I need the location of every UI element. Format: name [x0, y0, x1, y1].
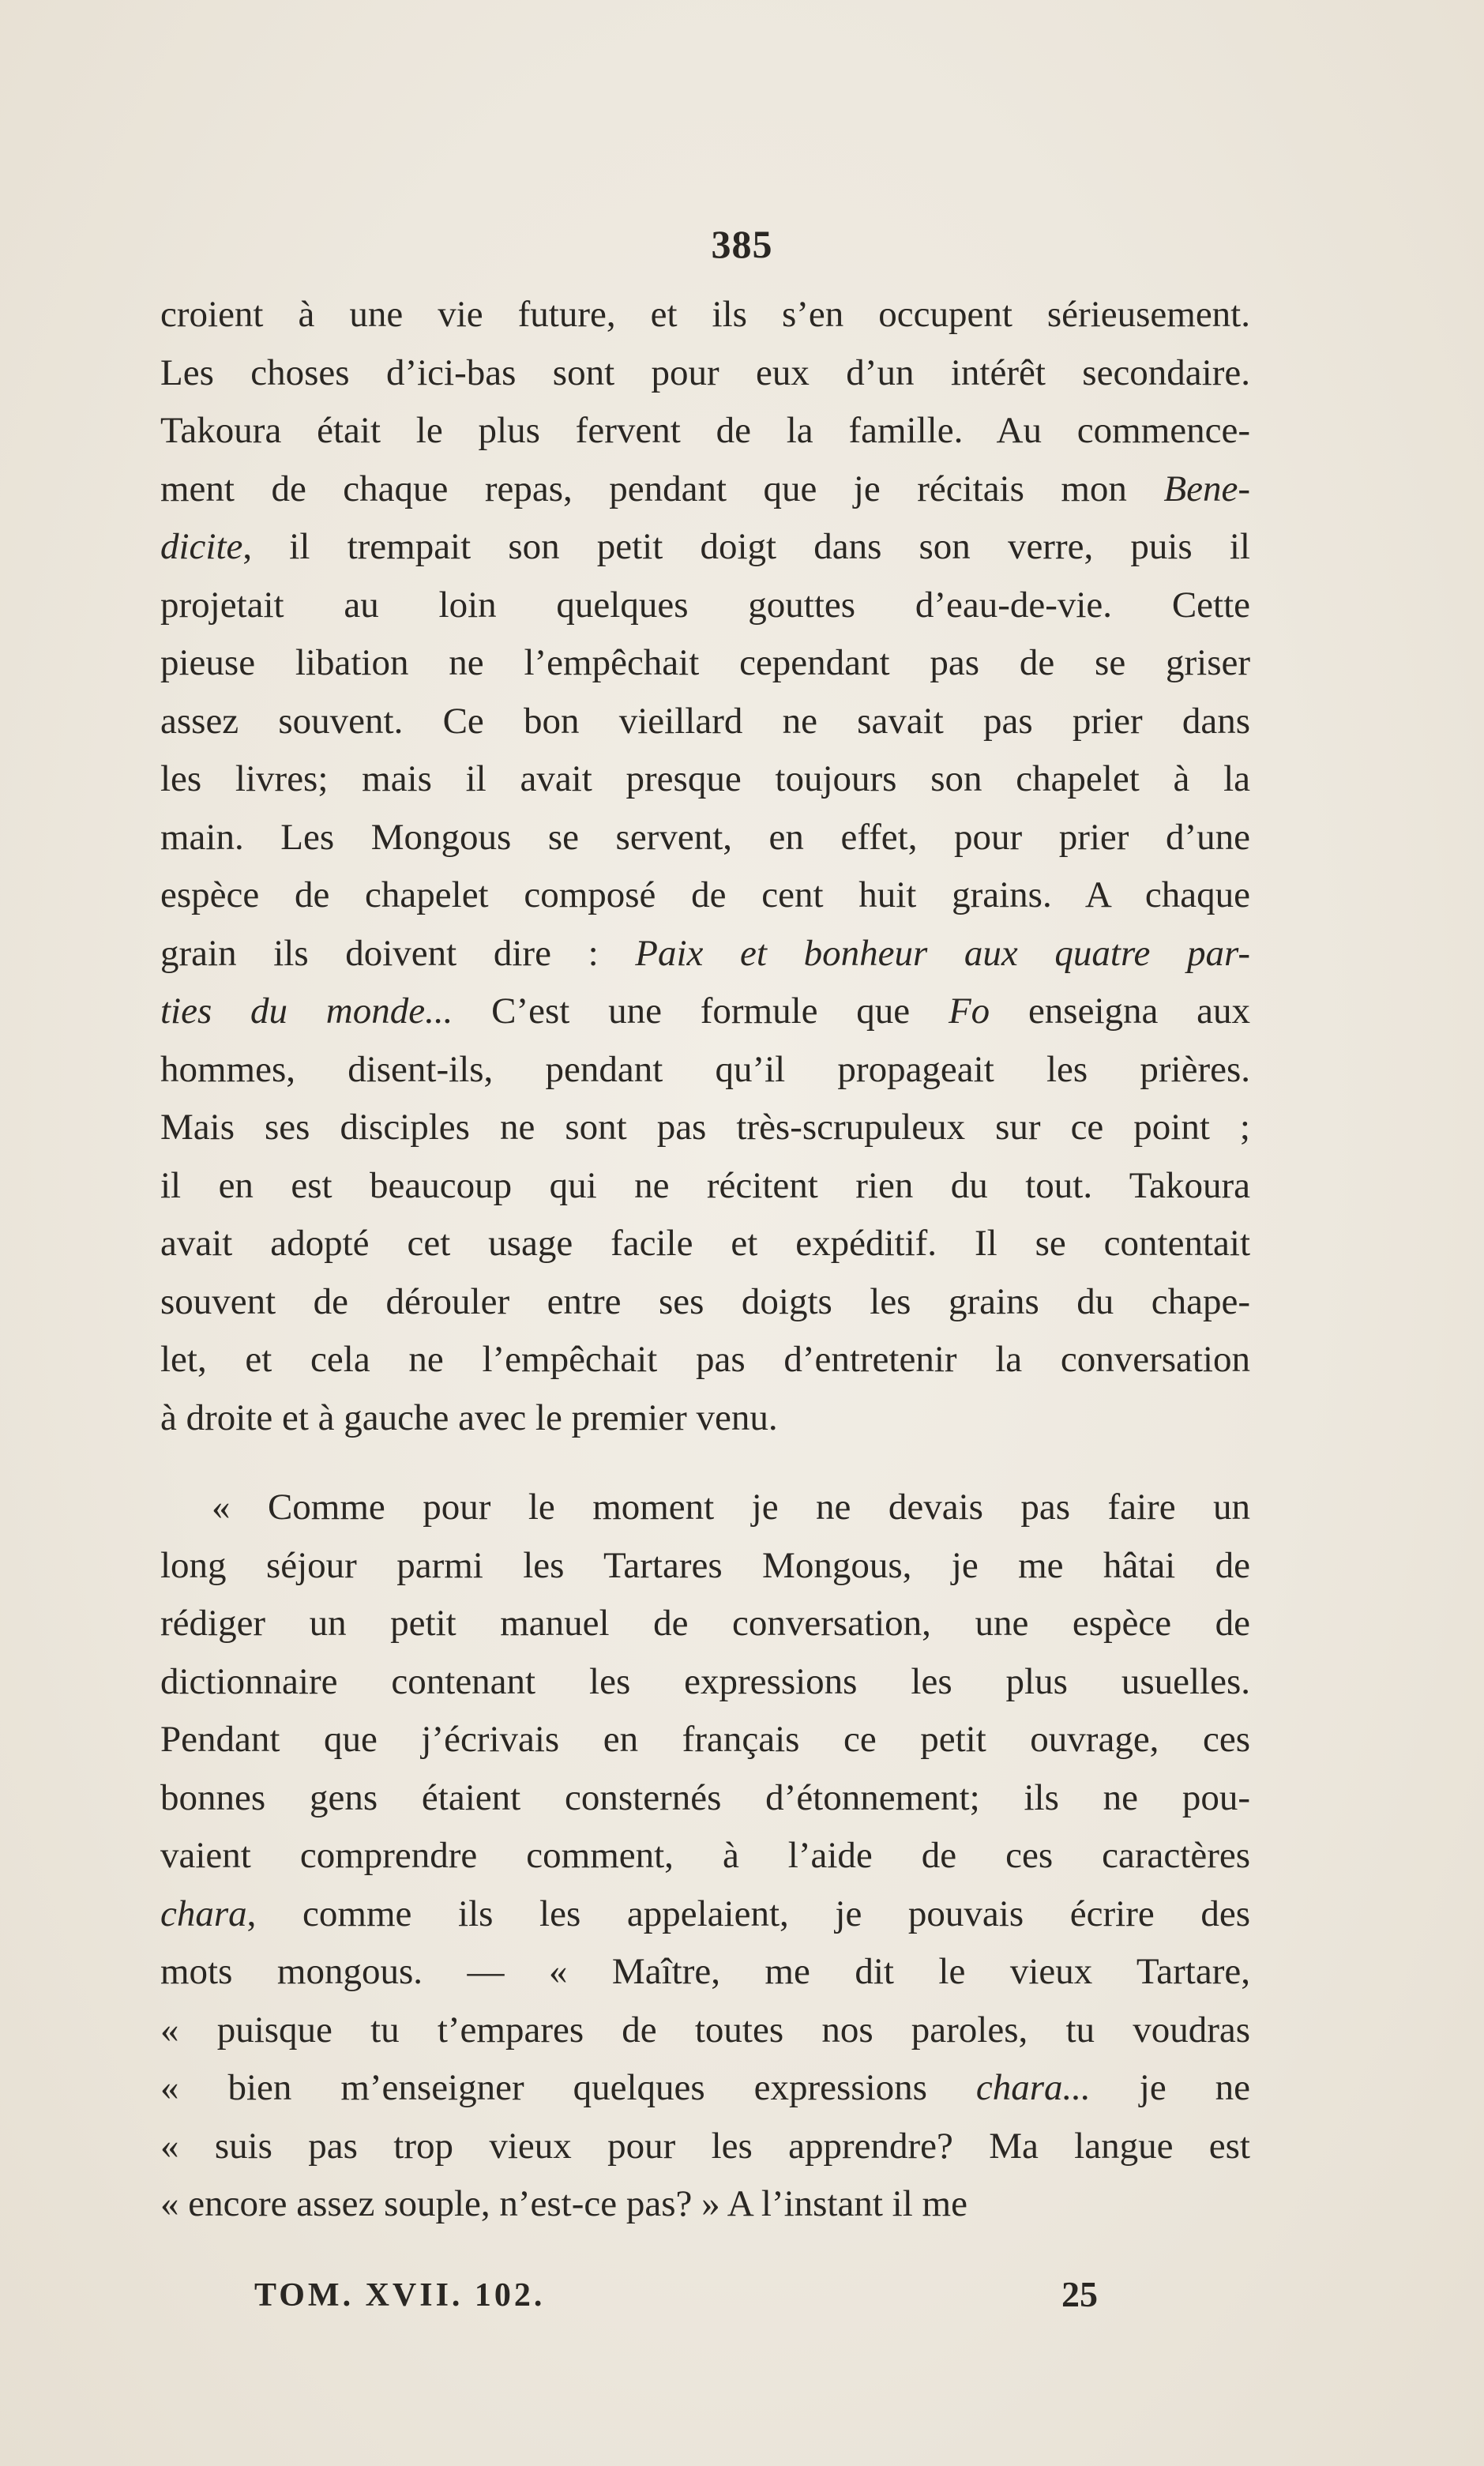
text-run: grain ils doivent dire : — [160, 932, 636, 974]
text-run: Takoura était le plus fervent de la famille. Au commence- — [160, 410, 1250, 451]
text-run: rédiger un petit manuel de conversation, une espèce de — [160, 1603, 1250, 1644]
text-line — [160, 402, 1250, 460]
text-run: enseigna aux — [990, 991, 1251, 1032]
text-line — [160, 1537, 1250, 1596]
text-run: « encore assez souple, n’est-ce pas? » A l’instant il me — [160, 2183, 967, 2224]
text-run: main. Les Mongous se servent, en effet, pour prier d’une — [160, 816, 1250, 858]
text-run: ment de chaque repas, pendant que je récitais mon — [160, 468, 1164, 509]
text-run: « Comme pour le moment je ne devais pas faire un — [212, 1487, 1250, 1528]
text-run: C’est une formule que — [453, 991, 949, 1032]
text-line — [160, 2002, 1250, 2060]
text-run: pieuse libation ne l’empêchait cependant pas de se griser — [160, 642, 1250, 683]
body-text — [160, 286, 1250, 2234]
sheet-number: 25 — [1061, 2274, 1098, 2314]
italic-run: Bene- — [1163, 468, 1250, 509]
text-run: « suis pas trop vieux pour les apprendre? Ma langue est — [160, 2125, 1250, 2167]
text-run: souvent de dérouler entre ses doigts les grains du chape- — [160, 1280, 1250, 1322]
paragraph-gap — [160, 1447, 1250, 1479]
text-line — [160, 1389, 1250, 1448]
text-line — [160, 1943, 1250, 2002]
text-line — [160, 750, 1250, 809]
text-run: Les choses d’ici-bas sont pour eux d’un intérêt secondaire. — [160, 351, 1250, 393]
text-run: projetait au loin quelques gouttes d’eau-de-vie. Cette — [160, 584, 1250, 626]
text-line — [160, 1157, 1250, 1216]
text-run: Mais ses disciples ne sont pas très-scrupuleux sur ce point ; — [160, 1107, 1250, 1148]
text-line — [160, 925, 1250, 983]
printer-signature: TOM. XVII. 102. — [254, 2277, 546, 2314]
text-run: avait adopté cet usage facile et expéditif. Il se contentait — [160, 1223, 1250, 1264]
text-line — [160, 1099, 1250, 1157]
text-run: bonnes gens étaient consternés d’étonnement; ils ne pou- — [160, 1776, 1250, 1818]
text-run: hommes, disent-ils, pendant qu’il propageait les prières. — [160, 1048, 1250, 1090]
text-run: dictionnaire contenant les expressions les plus usuelles. — [160, 1660, 1250, 1702]
text-run: il en est beaucoup qui ne récitent rien du tout. Takoura — [160, 1164, 1250, 1206]
text-run: à droite et à gauche avec le premier venu. — [160, 1397, 778, 1438]
italic-run: chara... — [975, 2067, 1091, 2108]
text-run: Pendant que j’écrivais en français ce petit ouvrage, ces — [160, 1719, 1250, 1760]
paragraph — [160, 1479, 1250, 2234]
text-line — [160, 1331, 1250, 1389]
text-line — [160, 1215, 1250, 1273]
italic-run: dicite — [160, 526, 243, 567]
text-run: let, et cela ne l’empêchait pas d’entretenir la conversation — [160, 1339, 1250, 1380]
text-run: , il trempait son petit doigt dans son verre, puis il — [242, 526, 1250, 567]
text-run: long séjour parmi les Tartares Mongous, je me hâtai de — [160, 1544, 1250, 1586]
text-line — [160, 1827, 1250, 1885]
text-line — [160, 1711, 1250, 1769]
text-line — [160, 344, 1250, 403]
text-run: , comme ils les appelaient, je pouvais écrire des — [246, 1893, 1250, 1934]
text-line — [160, 1273, 1250, 1332]
text-line — [160, 2059, 1250, 2118]
text-line — [160, 809, 1250, 867]
italic-run: chara — [160, 1893, 247, 1934]
text-line — [160, 983, 1250, 1041]
italic-run: ties du monde... — [160, 991, 453, 1032]
italic-run: Paix et bonheur aux quatre par- — [635, 932, 1250, 974]
text-line — [160, 2175, 1250, 2234]
text-run: je ne — [1090, 2067, 1250, 2108]
text-run: mots mongous. — « Maître, me dit le vieux Tartare, — [160, 1951, 1250, 1992]
text-line — [160, 693, 1250, 751]
text-line — [160, 2118, 1250, 2176]
text-run: croient à une vie future, et ils s’en occupent sérieusement. — [160, 294, 1250, 335]
text-run: « puisque tu t’empares de toutes nos paroles, tu voudras — [160, 2009, 1250, 2051]
text-line — [160, 634, 1250, 693]
text-line — [160, 286, 1250, 344]
text-line — [160, 518, 1250, 577]
page-number: 385 — [711, 222, 773, 266]
text-line — [160, 1595, 1250, 1653]
text-line — [160, 460, 1250, 519]
text-line — [160, 1769, 1250, 1828]
text-line — [160, 866, 1250, 925]
paragraph — [160, 286, 1250, 1447]
text-line — [160, 577, 1250, 635]
text-line — [160, 1885, 1250, 1944]
text-line — [160, 1479, 1250, 1537]
text-run: vaient comprendre comment, à l’aide de ces caractères — [160, 1835, 1250, 1876]
text-run: les livres; mais il avait presque toujours son chapelet à la — [160, 758, 1250, 799]
text-run: assez souvent. Ce bon vieillard ne savait pas prier dans — [160, 700, 1250, 742]
text-line — [160, 1653, 1250, 1712]
text-run: espèce de chapelet composé de cent huit grains. A chaque — [160, 874, 1250, 915]
italic-run: Fo — [948, 991, 990, 1032]
text-line — [160, 1041, 1250, 1100]
text-run: « bien m’enseigner quelques expressions — [160, 2067, 976, 2108]
